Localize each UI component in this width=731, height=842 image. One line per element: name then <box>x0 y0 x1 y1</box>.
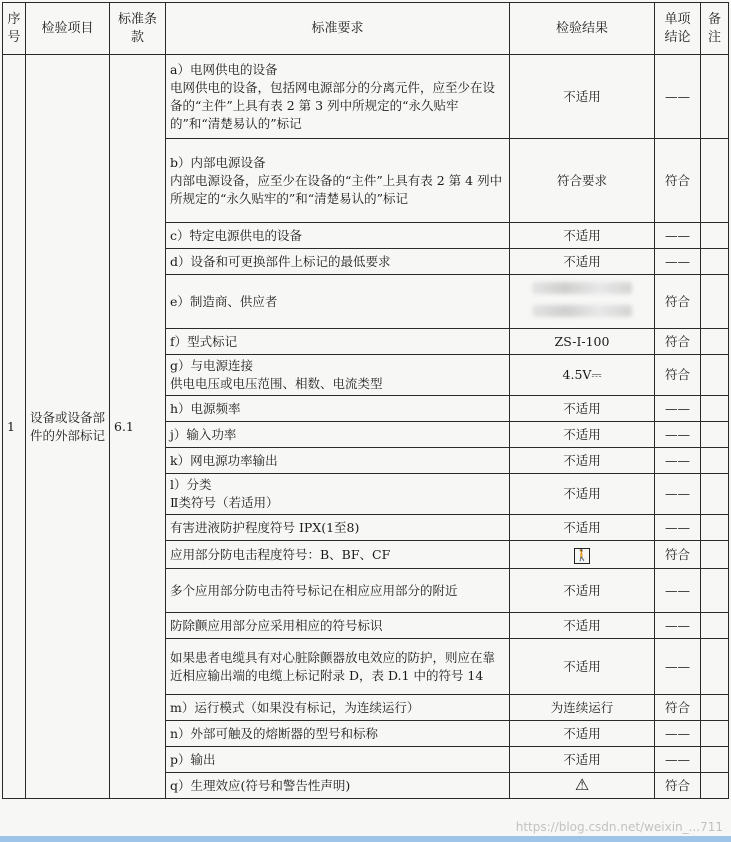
header-conclusion: 单项结论 <box>655 3 701 55</box>
table-row <box>3 55 729 139</box>
result-cell: 不适用 <box>510 747 655 773</box>
bottom-bar <box>0 836 731 842</box>
requirement-cell: l）分类 Ⅱ类符号（若适用） <box>166 474 510 515</box>
requirement-cell: e）制造商、供应者 <box>166 275 510 329</box>
result-cell: 不适用 <box>510 474 655 515</box>
requirement-cell: 应用部分防电击程度符号：B、BF、CF <box>166 541 510 569</box>
remark-cell <box>701 773 729 799</box>
remark-cell <box>701 329 729 355</box>
remark-cell <box>701 541 729 569</box>
remark-cell <box>701 223 729 249</box>
warning-triangle-icon: ⚠ <box>574 774 590 794</box>
requirement-cell: 有害进液防护程度符号 IPX(1至8) <box>166 515 510 541</box>
conclusion-cell: 符合 <box>655 355 701 396</box>
requirement-cell: p）输出 <box>166 747 510 773</box>
conclusion-cell: —— <box>655 223 701 249</box>
result-cell: 为连续运行 <box>510 695 655 721</box>
remark-cell <box>701 613 729 639</box>
header-clause: 标准条款 <box>110 3 166 55</box>
conclusion-cell: —— <box>655 747 701 773</box>
remark-cell <box>701 747 729 773</box>
result-cell <box>510 773 655 799</box>
conclusion-cell: —— <box>655 448 701 474</box>
blurred-manufacturer <box>532 282 632 294</box>
result-cell: 不适用 <box>510 448 655 474</box>
conclusion-cell: 符合 <box>655 139 701 223</box>
requirement-cell: m）运行模式（如果没有标记，为连续运行） <box>166 695 510 721</box>
conclusion-cell: 符合 <box>655 773 701 799</box>
header-remark: 备注 <box>701 3 729 55</box>
result-cell <box>510 541 655 569</box>
result-cell: 4.5V⎓ <box>510 355 655 396</box>
conclusion-cell: 符合 <box>655 329 701 355</box>
remark-cell <box>701 249 729 275</box>
remark-cell <box>701 474 729 515</box>
conclusion-cell: —— <box>655 249 701 275</box>
bf-applied-part-icon: 🚶 <box>575 548 589 562</box>
remark-cell <box>701 139 729 223</box>
requirement-cell: 如果患者电缆具有对心脏除颤器放电效应的防护，则应在靠近相应输出端的电缆上标记附录 D，表 D.1 中的符号 14 <box>166 639 510 695</box>
result-cell: 不适用 <box>510 569 655 613</box>
conclusion-cell: —— <box>655 639 701 695</box>
blurred-supplier <box>532 305 632 317</box>
result-cell <box>510 275 655 329</box>
header-item: 检验项目 <box>26 3 110 55</box>
watermark: https://blog.csdn.net/weixin_...711 <box>515 820 723 834</box>
remark-cell <box>701 275 729 329</box>
inspection-table <box>2 2 729 799</box>
group-item: 设备或设备部件的外部标记 <box>26 55 110 799</box>
remark-cell <box>701 639 729 695</box>
requirement-cell: 多个应用部分防电击符号标记在相应应用部分的附近 <box>166 569 510 613</box>
result-cell: 不适用 <box>510 55 655 139</box>
header-row <box>3 3 729 55</box>
conclusion-cell: —— <box>655 422 701 448</box>
header-result: 检验结果 <box>510 3 655 55</box>
requirement-cell: 防除颤应用部分应采用相应的符号标识 <box>166 613 510 639</box>
requirement-cell: j）输入功率 <box>166 422 510 448</box>
result-cell: 不适用 <box>510 613 655 639</box>
remark-cell <box>701 448 729 474</box>
remark-cell <box>701 422 729 448</box>
result-cell: 不适用 <box>510 249 655 275</box>
requirement-cell: f）型式标记 <box>166 329 510 355</box>
conclusion-cell: —— <box>655 474 701 515</box>
remark-cell <box>701 355 729 396</box>
conclusion-cell: —— <box>655 515 701 541</box>
conclusion-cell: 符合 <box>655 275 701 329</box>
conclusion-cell: —— <box>655 396 701 422</box>
result-cell: 不适用 <box>510 223 655 249</box>
result-cell: 不适用 <box>510 721 655 747</box>
conclusion-cell: 符合 <box>655 541 701 569</box>
requirement-cell: k）网电源功率输出 <box>166 448 510 474</box>
result-cell: 不适用 <box>510 515 655 541</box>
requirement-cell: q）生理效应(符号和警告性声明) <box>166 773 510 799</box>
result-cell: 符合要求 <box>510 139 655 223</box>
header-requirement: 标准要求 <box>166 3 510 55</box>
conclusion-cell: —— <box>655 55 701 139</box>
result-cell: 不适用 <box>510 639 655 695</box>
header-no: 序号 <box>3 3 26 55</box>
requirement-cell: b）内部电源设备 内部电源设备，应至少在设备的“主件”上具有表 2 第 4 列中所规定的“永久贴牢的”和“清楚易认的”标记 <box>166 139 510 223</box>
requirement-cell: d）设备和可更换部件上标记的最低要求 <box>166 249 510 275</box>
conclusion-cell: 符合 <box>655 695 701 721</box>
remark-cell <box>701 515 729 541</box>
remark-cell <box>701 396 729 422</box>
result-cell: ZS-I-100 <box>510 329 655 355</box>
remark-cell <box>701 55 729 139</box>
result-cell: 不适用 <box>510 396 655 422</box>
requirement-cell: g）与电源连接 供电电压或电压范围、相数、电流类型 <box>166 355 510 396</box>
remark-cell <box>701 569 729 613</box>
group-no: 1 <box>3 55 26 799</box>
result-cell: 不适用 <box>510 422 655 448</box>
requirement-cell: a）电网供电的设备 电网供电的设备，包括网电源部分的分离元件，应至少在设备的“主件”上具有表 2 第 3 列中所规定的“永久贴牢的”和“清楚易认的”标记 <box>166 55 510 139</box>
requirement-cell: c）特定电源供电的设备 <box>166 223 510 249</box>
conclusion-cell: —— <box>655 613 701 639</box>
conclusion-cell: —— <box>655 721 701 747</box>
requirement-cell: h）电源频率 <box>166 396 510 422</box>
requirement-cell: n）外部可触及的熔断器的型号和标称 <box>166 721 510 747</box>
group-clause: 6.1 <box>110 55 166 799</box>
remark-cell <box>701 721 729 747</box>
conclusion-cell: —— <box>655 569 701 613</box>
remark-cell <box>701 695 729 721</box>
